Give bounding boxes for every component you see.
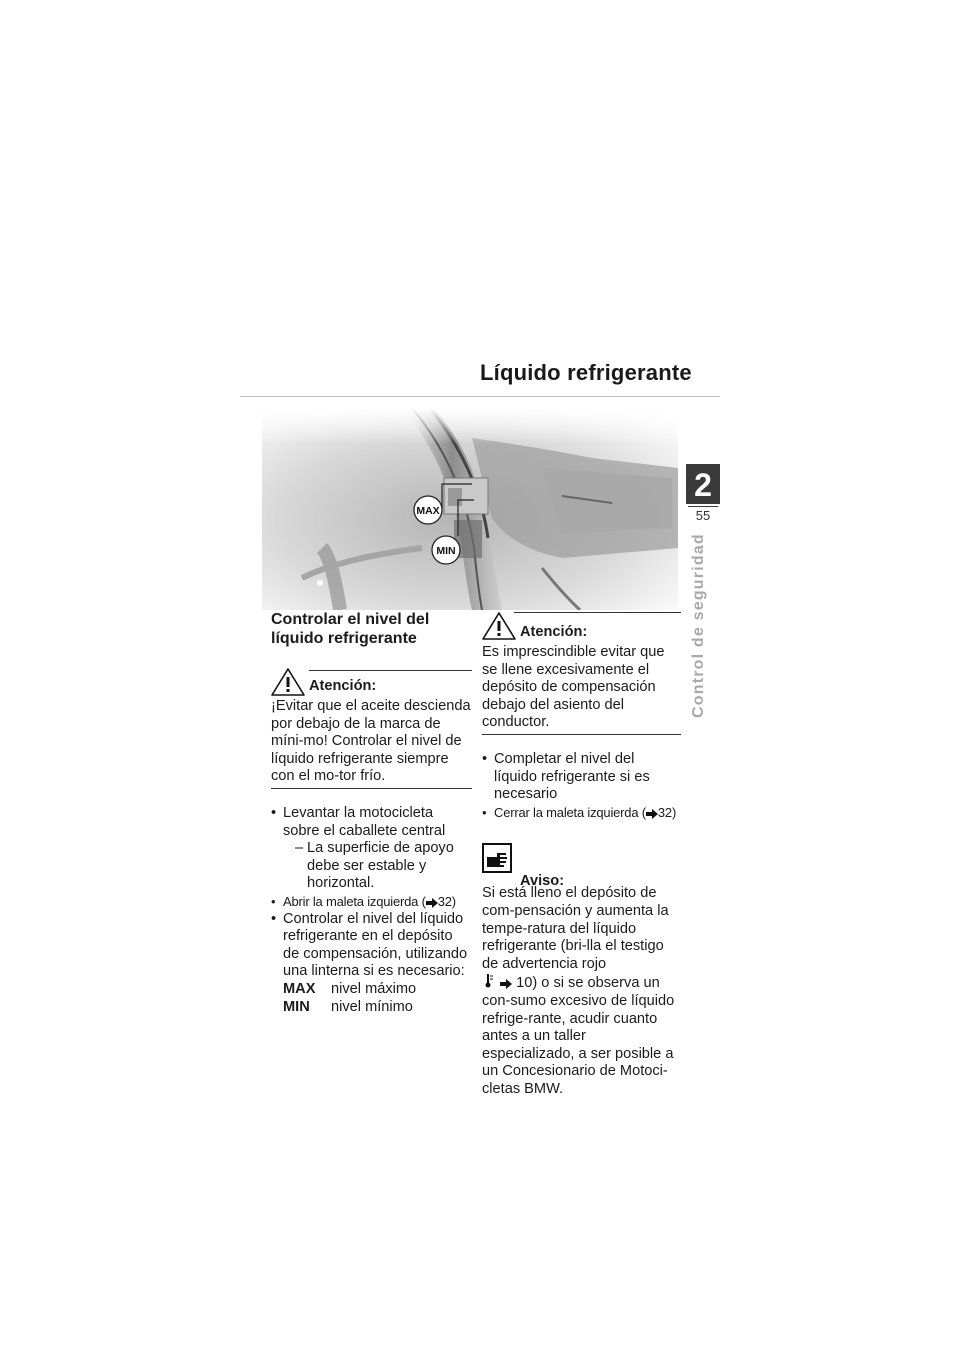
arrow-reference-icon: [500, 979, 512, 989]
notice-text-part: Si está lleno el depósito de com-pensación y aumenta la tempe-ratura del líquido refrigerante (bri-lla el testigo de advertencia rojo: [482, 885, 669, 972]
list-item: [271, 911, 472, 1017]
min-key: MIN: [283, 998, 310, 1015]
arrow-reference-icon: [426, 898, 438, 908]
warning-triangle-icon: [482, 612, 516, 640]
dash-marker: – –: [295, 840, 304, 857]
level-definitions: [283, 981, 472, 1016]
min-callout-label: MIN: [436, 545, 456, 557]
list-item-text: Abrir la maleta izquierda (: [283, 893, 426, 909]
procedure-list: [271, 805, 472, 1016]
coolant-reservoir-photo: [262, 408, 678, 610]
warning-triangle-icon: [271, 668, 305, 696]
list-item: [271, 893, 472, 911]
list-item-text: Controlar el nivel del líquido refrigerante en el depósito de compensación, utilizando una linterna si es necesario:: [283, 910, 468, 980]
list-item: [482, 804, 681, 822]
left-column: [271, 610, 472, 1016]
list-item: [482, 751, 681, 804]
chapter-tab-divider: [688, 506, 718, 507]
max-key: MAX: [283, 980, 316, 997]
page-number: 55: [695, 508, 711, 523]
chapter-tab: 2: [686, 464, 720, 504]
max-callout-label: MAX: [416, 505, 440, 517]
notice-text: [482, 885, 681, 1098]
arrow-reference-icon: [646, 809, 658, 819]
page-reference: 32): [657, 804, 677, 820]
list-item-text: Cerrar la maleta izquierda (: [494, 804, 646, 820]
procedure-list: [482, 751, 681, 821]
page-title: Líquido refrigerante: [480, 360, 692, 385]
notice-label: Aviso:: [520, 873, 565, 890]
sub-list-item: [295, 840, 472, 893]
warning-text: Es imprescindible evitar que se llene excesivamente el depósito de compensación debajo del asiento del conductor.: [482, 644, 665, 731]
warning-text: ¡Evitar que el aceite descienda por debajo de la marca de míni-mo! Controlar el nivel de líquido refrigerante siempre con el mo-tor frío.: [271, 698, 471, 785]
temperature-warning-icon: [482, 973, 496, 989]
page-reference: 32): [437, 893, 456, 909]
warning-note: [271, 656, 472, 789]
notice-hand-icon: [482, 843, 512, 873]
min-callout: [432, 536, 460, 564]
max-callout: [414, 496, 442, 524]
warning-label: Atención:: [520, 624, 588, 640]
max-description: nivel máximo: [331, 980, 417, 997]
section-heading: Controlar el nivel del líquido refrigerante: [271, 611, 430, 647]
right-column: [482, 610, 681, 1098]
notice-header: [482, 843, 681, 889]
list-item: [271, 805, 472, 893]
sub-list-item-text: La superficie de apoyo debe ser estable y horizontal.: [307, 840, 454, 892]
list-item-text: Levantar la motocicleta sobre el caballete central: [283, 804, 446, 839]
notice-text-part: o si se observa un con-sumo excesivo de líquido refrige-rante, acudir cuanto antes a un taller especializado, a ser posible a un Concesionario de Motoci-cletas BMW.: [482, 975, 675, 1097]
page-reference: 10): [516, 975, 538, 992]
min-description: nivel mínimo: [331, 998, 413, 1015]
list-item-text: Completar el nivel del líquido refrigerante si es necesario: [494, 750, 650, 803]
warning-label: Atención:: [309, 678, 377, 694]
title-divider: [240, 396, 720, 397]
chapter-name: Control de seguridad: [690, 533, 707, 718]
warning-note: [482, 608, 681, 735]
